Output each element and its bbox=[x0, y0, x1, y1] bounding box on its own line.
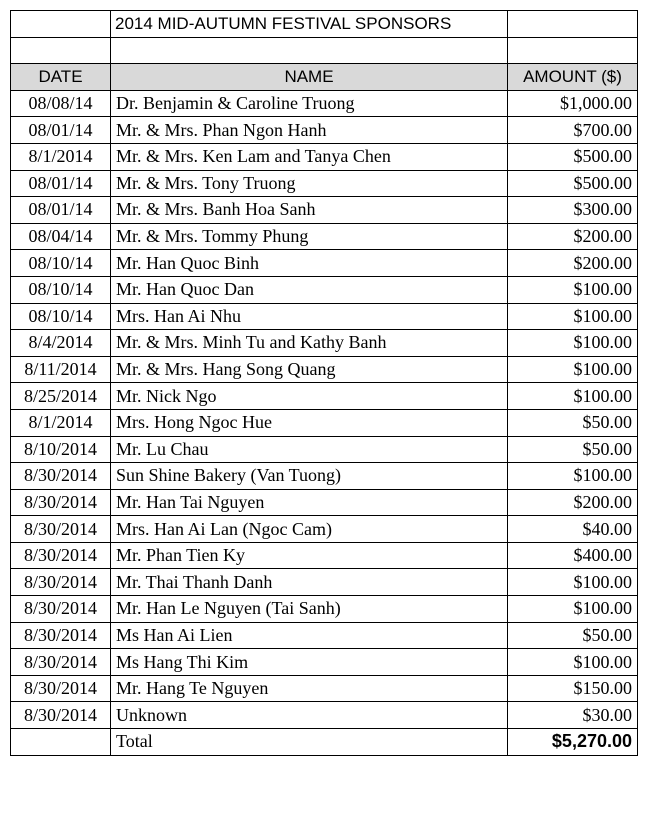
table-row bbox=[11, 223, 638, 250]
row-amount: $500.00 bbox=[508, 170, 638, 197]
row-date: 8/30/2014 bbox=[11, 463, 111, 490]
header-row bbox=[11, 64, 638, 91]
row-amount: $100.00 bbox=[508, 463, 638, 490]
row-amount: $100.00 bbox=[508, 276, 638, 303]
blank-cell bbox=[111, 37, 508, 64]
title-empty-cell bbox=[11, 11, 111, 38]
row-name: Mr. & Mrs. Tommy Phung bbox=[111, 223, 508, 250]
row-name: Mr. Han Quoc Dan bbox=[111, 276, 508, 303]
row-name: Mr. & Mrs. Hang Song Quang bbox=[111, 356, 508, 383]
table-row bbox=[11, 356, 638, 383]
row-date: 08/10/14 bbox=[11, 276, 111, 303]
blank-row bbox=[11, 37, 638, 64]
row-amount: $100.00 bbox=[508, 649, 638, 676]
row-amount: $100.00 bbox=[508, 569, 638, 596]
row-name: Mr. & Mrs. Tony Truong bbox=[111, 170, 508, 197]
row-name: Mr. & Mrs. Phan Ngon Hanh bbox=[111, 117, 508, 144]
row-date: 8/30/2014 bbox=[11, 675, 111, 702]
row-date: 8/11/2014 bbox=[11, 356, 111, 383]
total-label: Total bbox=[111, 729, 508, 756]
row-amount: $30.00 bbox=[508, 702, 638, 729]
table-row bbox=[11, 90, 638, 117]
row-amount: $500.00 bbox=[508, 143, 638, 170]
row-amount: $150.00 bbox=[508, 675, 638, 702]
total-empty-cell bbox=[11, 729, 111, 756]
row-amount: $200.00 bbox=[508, 223, 638, 250]
blank-cell bbox=[508, 37, 638, 64]
row-amount: $40.00 bbox=[508, 516, 638, 543]
table-row bbox=[11, 143, 638, 170]
row-amount: $700.00 bbox=[508, 117, 638, 144]
table-row bbox=[11, 542, 638, 569]
sheet-title: 2014 MID-AUTUMN FESTIVAL SPONSORS bbox=[111, 11, 508, 38]
row-date: 8/30/2014 bbox=[11, 516, 111, 543]
table-row bbox=[11, 516, 638, 543]
row-name: Mr. Thai Thanh Danh bbox=[111, 569, 508, 596]
row-date: 08/01/14 bbox=[11, 197, 111, 224]
total-row bbox=[11, 729, 638, 756]
row-date: 8/30/2014 bbox=[11, 649, 111, 676]
row-date: 8/30/2014 bbox=[11, 702, 111, 729]
row-date: 8/10/2014 bbox=[11, 436, 111, 463]
row-date: 08/10/14 bbox=[11, 250, 111, 277]
table-row bbox=[11, 649, 638, 676]
table-row bbox=[11, 569, 638, 596]
header-name: NAME bbox=[111, 64, 508, 91]
row-date: 8/1/2014 bbox=[11, 143, 111, 170]
table-row bbox=[11, 436, 638, 463]
row-date: 8/1/2014 bbox=[11, 409, 111, 436]
row-amount: $100.00 bbox=[508, 303, 638, 330]
row-date: 8/30/2014 bbox=[11, 569, 111, 596]
table-row bbox=[11, 250, 638, 277]
table-row bbox=[11, 303, 638, 330]
row-amount: $100.00 bbox=[508, 383, 638, 410]
blank-cell bbox=[11, 37, 111, 64]
title-row bbox=[11, 11, 638, 38]
table-row bbox=[11, 170, 638, 197]
row-amount: $100.00 bbox=[508, 596, 638, 623]
row-amount: $100.00 bbox=[508, 330, 638, 357]
row-name: Mr. & Mrs. Banh Hoa Sanh bbox=[111, 197, 508, 224]
table-row bbox=[11, 463, 638, 490]
row-date: 8/30/2014 bbox=[11, 489, 111, 516]
row-name: Mr. Phan Tien Ky bbox=[111, 542, 508, 569]
row-amount: $100.00 bbox=[508, 356, 638, 383]
row-name: Mr. & Mrs. Minh Tu and Kathy Banh bbox=[111, 330, 508, 357]
row-date: 8/30/2014 bbox=[11, 622, 111, 649]
row-amount: $50.00 bbox=[508, 622, 638, 649]
row-amount: $50.00 bbox=[508, 409, 638, 436]
row-amount: $200.00 bbox=[508, 250, 638, 277]
table-row bbox=[11, 489, 638, 516]
row-name: Mr. Han Quoc Binh bbox=[111, 250, 508, 277]
row-name: Mr. Han Tai Nguyen bbox=[111, 489, 508, 516]
row-date: 8/25/2014 bbox=[11, 383, 111, 410]
row-amount: $400.00 bbox=[508, 542, 638, 569]
table-row bbox=[11, 197, 638, 224]
sponsors-table-body bbox=[11, 11, 638, 756]
row-name: Mr. Han Le Nguyen (Tai Sanh) bbox=[111, 596, 508, 623]
row-name: Mrs. Hong Ngoc Hue bbox=[111, 409, 508, 436]
row-date: 08/08/14 bbox=[11, 90, 111, 117]
row-name: Mr. & Mrs. Ken Lam and Tanya Chen bbox=[111, 143, 508, 170]
table-row bbox=[11, 383, 638, 410]
row-date: 08/04/14 bbox=[11, 223, 111, 250]
sponsors-table bbox=[10, 10, 638, 756]
table-row bbox=[11, 675, 638, 702]
row-name: Sun Shine Bakery (Van Tuong) bbox=[111, 463, 508, 490]
table-row bbox=[11, 330, 638, 357]
table-row bbox=[11, 596, 638, 623]
row-name: Unknown bbox=[111, 702, 508, 729]
row-name: Mrs. Han Ai Nhu bbox=[111, 303, 508, 330]
row-date: 8/4/2014 bbox=[11, 330, 111, 357]
table-row bbox=[11, 622, 638, 649]
row-name: Mrs. Han Ai Lan (Ngoc Cam) bbox=[111, 516, 508, 543]
header-date: DATE bbox=[11, 64, 111, 91]
header-amount: AMOUNT ($) bbox=[508, 64, 638, 91]
row-name: Dr. Benjamin & Caroline Truong bbox=[111, 90, 508, 117]
row-date: 8/30/2014 bbox=[11, 596, 111, 623]
row-date: 08/01/14 bbox=[11, 117, 111, 144]
row-name: Mr. Lu Chau bbox=[111, 436, 508, 463]
row-amount: $50.00 bbox=[508, 436, 638, 463]
row-amount: $300.00 bbox=[508, 197, 638, 224]
table-row bbox=[11, 702, 638, 729]
title-empty-amount-cell bbox=[508, 11, 638, 38]
row-name: Mr. Nick Ngo bbox=[111, 383, 508, 410]
row-date: 08/10/14 bbox=[11, 303, 111, 330]
row-amount: $200.00 bbox=[508, 489, 638, 516]
row-amount: $1,000.00 bbox=[508, 90, 638, 117]
table-row bbox=[11, 409, 638, 436]
row-name: Ms Hang Thi Kim bbox=[111, 649, 508, 676]
row-name: Mr. Hang Te Nguyen bbox=[111, 675, 508, 702]
row-date: 08/01/14 bbox=[11, 170, 111, 197]
table-row bbox=[11, 276, 638, 303]
row-name: Ms Han Ai Lien bbox=[111, 622, 508, 649]
total-amount: $5,270.00 bbox=[508, 729, 638, 756]
row-date: 8/30/2014 bbox=[11, 542, 111, 569]
table-row bbox=[11, 117, 638, 144]
